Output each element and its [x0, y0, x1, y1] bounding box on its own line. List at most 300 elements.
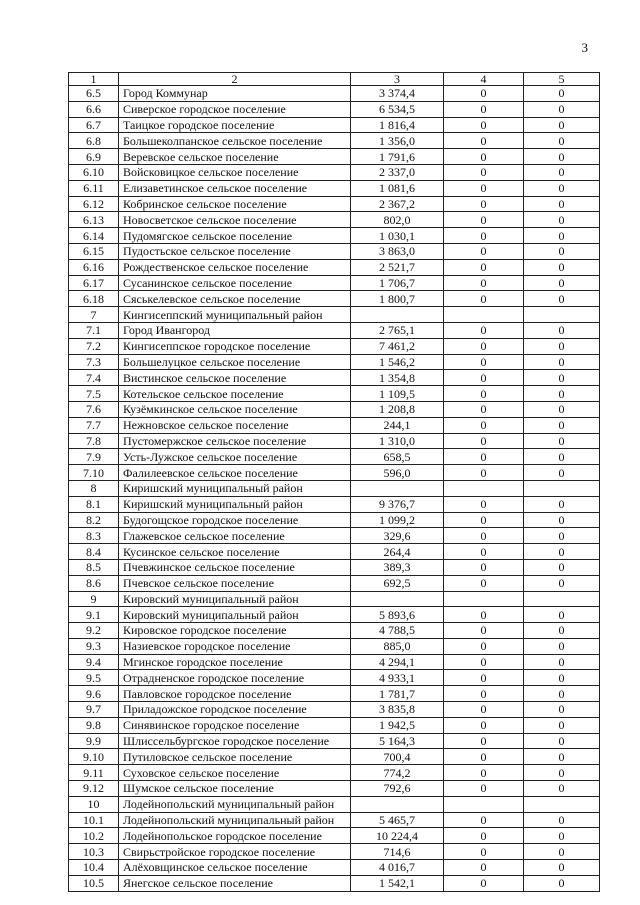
value-col-4: 0 — [444, 243, 524, 259]
municipality-name: Войсковицкое сельское поселение — [119, 164, 351, 180]
municipality-name: Киришский муниципальный район — [119, 496, 351, 512]
municipality-name: Кировское городское поселение — [119, 623, 351, 639]
municipality-name: Мгинское городское поселение — [119, 654, 351, 670]
amount: 792,6 — [351, 781, 444, 797]
municipality-name: Таицкое городское поселение — [119, 117, 351, 133]
value-col-4: 0 — [444, 875, 524, 891]
value-col-5: 0 — [524, 465, 600, 481]
table-row — [69, 781, 600, 797]
value-col-4: 0 — [444, 449, 524, 465]
value-col-5 — [524, 307, 600, 323]
value-col-4 — [444, 796, 524, 812]
amount: 4 933,1 — [351, 670, 444, 686]
row-number: 6.16 — [69, 259, 119, 275]
row-number: 7 — [69, 307, 119, 323]
row-number: 6.5 — [69, 86, 119, 102]
amount: 2 521,7 — [351, 259, 444, 275]
value-col-5: 0 — [524, 749, 600, 765]
amount: 658,5 — [351, 449, 444, 465]
value-col-4: 0 — [444, 733, 524, 749]
amount: 3 835,8 — [351, 702, 444, 718]
value-col-5: 0 — [524, 243, 600, 259]
municipality-name: Новосветское сельское поселение — [119, 212, 351, 228]
municipality-name: Кировский муниципальный район — [119, 607, 351, 623]
table-row — [69, 528, 600, 544]
value-col-4: 0 — [444, 322, 524, 338]
value-col-5: 0 — [524, 528, 600, 544]
table-row — [69, 417, 600, 433]
amount: 4 294,1 — [351, 654, 444, 670]
value-col-4: 0 — [444, 370, 524, 386]
value-col-4: 0 — [444, 401, 524, 417]
table-header — [69, 73, 600, 86]
row-number: 6.14 — [69, 228, 119, 244]
table-row — [69, 370, 600, 386]
table-row — [69, 465, 600, 481]
value-col-5: 0 — [524, 717, 600, 733]
amount: 5 893,6 — [351, 607, 444, 623]
value-col-4: 0 — [444, 812, 524, 828]
value-col-5: 0 — [524, 433, 600, 449]
table-row — [69, 86, 600, 102]
header-row — [69, 73, 600, 86]
municipality-name: Кингисеппское городское поселение — [119, 338, 351, 354]
table-row — [69, 101, 600, 117]
municipality-name: Будогощское городское поселение — [119, 512, 351, 528]
value-col-4: 0 — [444, 670, 524, 686]
amount: 1 942,5 — [351, 717, 444, 733]
municipality-name: Кузёмкинское сельское поселение — [119, 401, 351, 417]
amount: 1 791,6 — [351, 149, 444, 165]
value-col-5: 0 — [524, 117, 600, 133]
row-number: 9.1 — [69, 607, 119, 623]
value-col-4: 0 — [444, 828, 524, 844]
row-number: 9.7 — [69, 702, 119, 718]
municipality-name: Назиевское городское поселение — [119, 638, 351, 654]
row-number: 8.5 — [69, 559, 119, 575]
table-row — [69, 638, 600, 654]
amount: 1 356,0 — [351, 133, 444, 149]
amount: 5 465,7 — [351, 812, 444, 828]
value-col-5: 0 — [524, 860, 600, 876]
row-number: 9.3 — [69, 638, 119, 654]
table-row — [69, 575, 600, 591]
row-number: 10.2 — [69, 828, 119, 844]
row-number: 7.10 — [69, 465, 119, 481]
value-col-5: 0 — [524, 623, 600, 639]
municipality-name: Лодейнопольский муниципальный район — [119, 796, 351, 812]
value-col-5: 0 — [524, 338, 600, 354]
value-col-4: 0 — [444, 623, 524, 639]
value-col-4: 0 — [444, 654, 524, 670]
municipality-name: Большелуцкое сельское поселение — [119, 354, 351, 370]
value-col-5: 0 — [524, 559, 600, 575]
table-row — [69, 559, 600, 575]
value-col-5: 0 — [524, 544, 600, 560]
table-row — [69, 180, 600, 196]
value-col-4: 0 — [444, 559, 524, 575]
table-row — [69, 354, 600, 370]
row-number: 6.9 — [69, 149, 119, 165]
amount: 1 310,0 — [351, 433, 444, 449]
table-row — [69, 623, 600, 639]
value-col-4 — [444, 480, 524, 496]
municipality-name: Вистинское сельское поселение — [119, 370, 351, 386]
amount: 1 816,4 — [351, 117, 444, 133]
row-number: 10.3 — [69, 844, 119, 860]
row-number: 7.7 — [69, 417, 119, 433]
municipality-name: Глажевское сельское поселение — [119, 528, 351, 544]
amount: 389,3 — [351, 559, 444, 575]
value-col-4 — [444, 591, 524, 607]
amount — [351, 480, 444, 496]
value-col-5: 0 — [524, 781, 600, 797]
municipality-name: Лодейнопольское городское поселение — [119, 828, 351, 844]
value-col-5: 0 — [524, 101, 600, 117]
municipality-name: Кингисеппский муниципальный район — [119, 307, 351, 323]
value-col-5: 0 — [524, 512, 600, 528]
value-col-4: 0 — [444, 544, 524, 560]
table-row — [69, 133, 600, 149]
municipality-name: Алёховщинское сельское поселение — [119, 860, 351, 876]
table-row — [69, 844, 600, 860]
value-col-5: 0 — [524, 638, 600, 654]
row-number: 10.4 — [69, 860, 119, 876]
amount: 1 099,2 — [351, 512, 444, 528]
value-col-5: 0 — [524, 844, 600, 860]
municipality-name: Сиверское городское поселение — [119, 101, 351, 117]
value-col-5: 0 — [524, 449, 600, 465]
row-number: 6.10 — [69, 164, 119, 180]
amount: 9 376,7 — [351, 496, 444, 512]
value-col-4: 0 — [444, 228, 524, 244]
row-number: 6.12 — [69, 196, 119, 212]
column-header: 5 — [524, 73, 600, 86]
value-col-5: 0 — [524, 291, 600, 307]
amount: 1 546,2 — [351, 354, 444, 370]
table-row — [69, 259, 600, 275]
amount — [351, 796, 444, 812]
value-col-4: 0 — [444, 196, 524, 212]
municipality-name: Кусинское сельское поселение — [119, 544, 351, 560]
row-number: 9.5 — [69, 670, 119, 686]
municipality-name: Отрадненское городское поселение — [119, 670, 351, 686]
table-row — [69, 828, 600, 844]
table-row — [69, 433, 600, 449]
row-number: 6.11 — [69, 180, 119, 196]
municipality-name: Киришский муниципальный район — [119, 480, 351, 496]
municipality-name: Приладожское городское поселение — [119, 702, 351, 718]
municipality-name: Сяськелевское сельское поселение — [119, 291, 351, 307]
municipality-name: Город Ивангород — [119, 322, 351, 338]
table-row — [69, 765, 600, 781]
value-col-5: 0 — [524, 354, 600, 370]
table-row — [69, 875, 600, 891]
value-col-4: 0 — [444, 465, 524, 481]
row-number: 9.10 — [69, 749, 119, 765]
amount: 2 765,1 — [351, 322, 444, 338]
row-number: 7.6 — [69, 401, 119, 417]
value-col-4: 0 — [444, 844, 524, 860]
amount: 1 109,5 — [351, 386, 444, 402]
amount: 1 208,8 — [351, 401, 444, 417]
municipality-name: Пудостьское сельское поселение — [119, 243, 351, 259]
row-number: 9.11 — [69, 765, 119, 781]
row-number: 10.1 — [69, 812, 119, 828]
municipality-name: Свирьстройское городское поселение — [119, 844, 351, 860]
value-col-4: 0 — [444, 417, 524, 433]
value-col-4: 0 — [444, 291, 524, 307]
value-col-4: 0 — [444, 386, 524, 402]
municipality-name: Янегское сельское поселение — [119, 875, 351, 891]
value-col-5: 0 — [524, 86, 600, 102]
row-number: 10.5 — [69, 875, 119, 891]
municipality-name: Кировский муниципальный район — [119, 591, 351, 607]
value-col-5 — [524, 591, 600, 607]
value-col-4: 0 — [444, 528, 524, 544]
value-col-4: 0 — [444, 702, 524, 718]
row-number: 7.3 — [69, 354, 119, 370]
value-col-5: 0 — [524, 702, 600, 718]
table-row — [69, 275, 600, 291]
value-col-5: 0 — [524, 733, 600, 749]
value-col-4: 0 — [444, 164, 524, 180]
amount: 244,1 — [351, 417, 444, 433]
value-col-5: 0 — [524, 670, 600, 686]
row-number: 6.17 — [69, 275, 119, 291]
amount: 4 016,7 — [351, 860, 444, 876]
amount: 2 367,2 — [351, 196, 444, 212]
row-number: 9.2 — [69, 623, 119, 639]
column-header: 4 — [444, 73, 524, 86]
row-number: 8.4 — [69, 544, 119, 560]
municipality-name: Павловское городское поселение — [119, 686, 351, 702]
table-row — [69, 512, 600, 528]
municipality-name: Веревское сельское поселение — [119, 149, 351, 165]
table-row — [69, 544, 600, 560]
municipality-name: Пчевжинское сельское поселение — [119, 559, 351, 575]
amount: 5 164,3 — [351, 733, 444, 749]
amount: 1 030,1 — [351, 228, 444, 244]
value-col-5: 0 — [524, 417, 600, 433]
municipality-name: Нежновское сельское поселение — [119, 417, 351, 433]
row-number: 6.18 — [69, 291, 119, 307]
amount: 6 534,5 — [351, 101, 444, 117]
amount: 2 337,0 — [351, 164, 444, 180]
table-row — [69, 607, 600, 623]
value-col-5: 0 — [524, 607, 600, 623]
municipality-name: Путиловское сельское поселение — [119, 749, 351, 765]
row-number: 9.6 — [69, 686, 119, 702]
table-row — [69, 702, 600, 718]
row-number: 7.4 — [69, 370, 119, 386]
amount: 1 354,8 — [351, 370, 444, 386]
value-col-4: 0 — [444, 117, 524, 133]
value-col-4: 0 — [444, 575, 524, 591]
amount: 7 461,2 — [351, 338, 444, 354]
value-col-4: 0 — [444, 149, 524, 165]
amount: 692,5 — [351, 575, 444, 591]
table-row — [69, 449, 600, 465]
amount: 1 800,7 — [351, 291, 444, 307]
row-number: 9 — [69, 591, 119, 607]
row-number: 6.6 — [69, 101, 119, 117]
value-col-4: 0 — [444, 212, 524, 228]
row-number: 8.2 — [69, 512, 119, 528]
municipality-name: Пудомягское сельское поселение — [119, 228, 351, 244]
value-col-5: 0 — [524, 212, 600, 228]
table-row — [69, 591, 600, 607]
amount: 1 781,7 — [351, 686, 444, 702]
table-row — [69, 733, 600, 749]
table-row — [69, 654, 600, 670]
amount — [351, 307, 444, 323]
amount: 329,6 — [351, 528, 444, 544]
row-number: 8.6 — [69, 575, 119, 591]
value-col-4: 0 — [444, 638, 524, 654]
municipality-name: Пчевское сельское поселение — [119, 575, 351, 591]
value-col-5: 0 — [524, 322, 600, 338]
table-row — [69, 796, 600, 812]
row-number: 9.4 — [69, 654, 119, 670]
table-row — [69, 686, 600, 702]
municipality-name: Рождественское сельское поселение — [119, 259, 351, 275]
value-col-4: 0 — [444, 338, 524, 354]
municipality-name: Синявинское городское поселение — [119, 717, 351, 733]
table-row — [69, 749, 600, 765]
value-col-5: 0 — [524, 812, 600, 828]
table-row — [69, 212, 600, 228]
municipality-name: Большеколпанское сельское поселение — [119, 133, 351, 149]
municipality-name: Елизаветинское сельское поселение — [119, 180, 351, 196]
row-number: 9.9 — [69, 733, 119, 749]
row-number: 7.2 — [69, 338, 119, 354]
value-col-5: 0 — [524, 401, 600, 417]
value-col-4: 0 — [444, 180, 524, 196]
value-col-4: 0 — [444, 133, 524, 149]
value-col-4: 0 — [444, 717, 524, 733]
municipality-name: Кобринское сельское поселение — [119, 196, 351, 212]
value-col-5: 0 — [524, 654, 600, 670]
row-number: 8.3 — [69, 528, 119, 544]
municipality-name: Котельское сельское поселение — [119, 386, 351, 402]
amount: 3 863,0 — [351, 243, 444, 259]
municipality-name: Шумское сельское поселение — [119, 781, 351, 797]
table-row — [69, 196, 600, 212]
amount: 700,4 — [351, 749, 444, 765]
table-row — [69, 338, 600, 354]
value-col-5: 0 — [524, 133, 600, 149]
value-col-5: 0 — [524, 259, 600, 275]
row-number: 8.1 — [69, 496, 119, 512]
value-col-4: 0 — [444, 781, 524, 797]
value-col-4: 0 — [444, 765, 524, 781]
value-col-5: 0 — [524, 228, 600, 244]
table-row — [69, 670, 600, 686]
amount: 714,6 — [351, 844, 444, 860]
amount: 10 224,4 — [351, 828, 444, 844]
amount: 1 081,6 — [351, 180, 444, 196]
value-col-4: 0 — [444, 749, 524, 765]
municipality-name: Шлиссельбургское городское поселение — [119, 733, 351, 749]
value-col-4 — [444, 307, 524, 323]
value-col-5: 0 — [524, 180, 600, 196]
value-col-5: 0 — [524, 370, 600, 386]
row-number: 9.12 — [69, 781, 119, 797]
value-col-5: 0 — [524, 149, 600, 165]
amount: 596,0 — [351, 465, 444, 481]
amount: 4 788,5 — [351, 623, 444, 639]
value-col-4: 0 — [444, 101, 524, 117]
value-col-4: 0 — [444, 860, 524, 876]
table-row — [69, 717, 600, 733]
table-row — [69, 496, 600, 512]
value-col-5: 0 — [524, 275, 600, 291]
page-number: 3 — [581, 40, 588, 55]
table-row — [69, 401, 600, 417]
table-row — [69, 149, 600, 165]
table-row — [69, 812, 600, 828]
amount: 3 374,4 — [351, 86, 444, 102]
column-header: 3 — [351, 73, 444, 86]
amount: 802,0 — [351, 212, 444, 228]
value-col-4: 0 — [444, 354, 524, 370]
table-body — [69, 86, 600, 892]
value-col-5: 0 — [524, 575, 600, 591]
amount — [351, 591, 444, 607]
value-col-4: 0 — [444, 496, 524, 512]
row-number: 7.8 — [69, 433, 119, 449]
municipality-name: Суховское сельское поселение — [119, 765, 351, 781]
table-row — [69, 386, 600, 402]
value-col-5: 0 — [524, 828, 600, 844]
table-row — [69, 291, 600, 307]
row-number: 6.8 — [69, 133, 119, 149]
value-col-5 — [524, 480, 600, 496]
value-col-4: 0 — [444, 433, 524, 449]
row-number: 6.15 — [69, 243, 119, 259]
municipality-name: Сусанинское сельское поселение — [119, 275, 351, 291]
municipality-name: Усть-Лужское сельское поселение — [119, 449, 351, 465]
value-col-5: 0 — [524, 875, 600, 891]
table-row — [69, 860, 600, 876]
value-col-5: 0 — [524, 686, 600, 702]
value-col-5: 0 — [524, 196, 600, 212]
data-table — [68, 72, 600, 892]
table-row — [69, 307, 600, 323]
row-number: 10 — [69, 796, 119, 812]
row-number: 7.9 — [69, 449, 119, 465]
amount: 885,0 — [351, 638, 444, 654]
table-row — [69, 322, 600, 338]
row-number: 6.13 — [69, 212, 119, 228]
row-number: 7.5 — [69, 386, 119, 402]
row-number: 8 — [69, 480, 119, 496]
table-row — [69, 480, 600, 496]
value-col-5: 0 — [524, 164, 600, 180]
value-col-5: 0 — [524, 765, 600, 781]
value-col-4: 0 — [444, 686, 524, 702]
amount: 1 542,1 — [351, 875, 444, 891]
municipality-name: Город Коммунар — [119, 86, 351, 102]
value-col-4: 0 — [444, 607, 524, 623]
table-row — [69, 228, 600, 244]
value-col-4: 0 — [444, 275, 524, 291]
amount: 774,2 — [351, 765, 444, 781]
row-number: 6.7 — [69, 117, 119, 133]
column-header: 2 — [119, 73, 351, 86]
value-col-5: 0 — [524, 496, 600, 512]
